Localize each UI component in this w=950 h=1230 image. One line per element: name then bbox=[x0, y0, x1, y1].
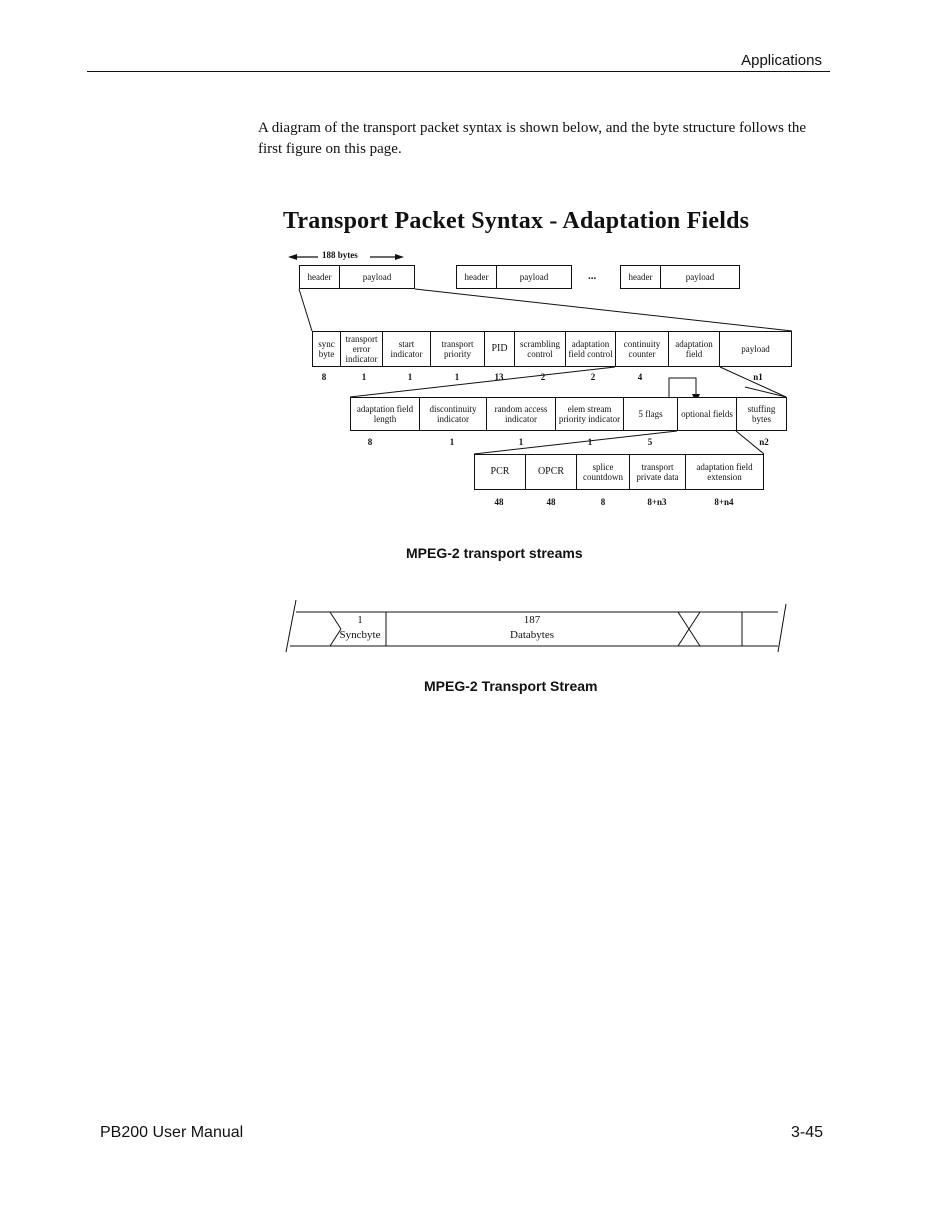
bits-pcr: 48 bbox=[494, 497, 504, 507]
packet-ellipsis: ... bbox=[588, 270, 597, 282]
field-pid: PID bbox=[484, 331, 515, 367]
packet-2-payload: payload bbox=[496, 265, 572, 289]
packet-1-payload: payload bbox=[339, 265, 415, 289]
bits-adaptation-field-extension: 8+n4 bbox=[714, 497, 734, 507]
running-head: Applications bbox=[741, 52, 822, 69]
field-start-indicator: start indicator bbox=[382, 331, 431, 367]
field-adaptation-field-control: adaptation field control bbox=[565, 331, 616, 367]
bits-opcr: 48 bbox=[546, 497, 556, 507]
bits-5-flags: 5 bbox=[647, 437, 653, 447]
bits-transport-priority: 1 bbox=[454, 372, 460, 382]
stream-caption: MPEG-2 Transport Stream bbox=[424, 678, 598, 694]
bits-elem-stream-priority: 1 bbox=[587, 437, 593, 447]
packet-3-payload: payload bbox=[660, 265, 740, 289]
figure-title: Transport Packet Syntax - Adaptation Fields bbox=[283, 208, 750, 234]
bits-adaptation-field-control: 2 bbox=[590, 372, 596, 382]
field-continuity-counter: continuity counter bbox=[615, 331, 669, 367]
bits-discontinuity: 1 bbox=[449, 437, 455, 447]
field-scrambling-control: scrambling control bbox=[514, 331, 566, 367]
bits-start-indicator: 1 bbox=[407, 372, 413, 382]
field-sync-byte: sync byte bbox=[312, 331, 341, 367]
field-random-access-indicator: random access indicator bbox=[486, 397, 556, 431]
label-n2: n2 bbox=[759, 437, 769, 447]
stream-data-segment bbox=[386, 613, 678, 643]
footer-page-number: 3-45 bbox=[790, 1124, 823, 1141]
bits-random-access: 1 bbox=[518, 437, 524, 447]
field-splice-countdown: splice countdown bbox=[576, 454, 630, 490]
stream-sync-segment bbox=[334, 613, 386, 643]
bits-adaptation-field-length: 8 bbox=[367, 437, 373, 447]
figure-caption: MPEG-2 transport streams bbox=[406, 545, 583, 561]
bits-scrambling-control: 2 bbox=[540, 372, 546, 382]
bits-pid: 13 bbox=[494, 372, 504, 382]
label-n1: n1 bbox=[753, 372, 763, 382]
packet-3-header: header bbox=[620, 265, 661, 289]
packet-1-header: header bbox=[299, 265, 340, 289]
field-adaptation-field-length: adaptation field length bbox=[350, 397, 420, 431]
stream-sync-count: 1 bbox=[357, 614, 363, 626]
field-transport-error-indicator: transport error indicator bbox=[340, 331, 383, 367]
field-transport-priority: transport priority bbox=[430, 331, 485, 367]
field-pcr: PCR bbox=[474, 454, 526, 490]
bits-transport-error: 1 bbox=[361, 372, 367, 382]
field-optional-fields: optional fields bbox=[677, 397, 737, 431]
intro-paragraph: A diagram of the transport packet syntax is shown below, and the byte structure follows the first figure on this page. bbox=[258, 120, 807, 157]
field-5-flags: 5 flags bbox=[623, 397, 678, 431]
field-transport-private-data: transport private data bbox=[629, 454, 686, 490]
bits-transport-private-data: 8+n3 bbox=[647, 497, 667, 507]
field-opcr: OPCR bbox=[525, 454, 577, 490]
stream-sync-label: Syncbyte bbox=[339, 629, 381, 641]
bits-sync-byte: 8 bbox=[321, 372, 327, 382]
field-adaptation-field: adaptation field bbox=[668, 331, 720, 367]
stream-data-label: Databytes bbox=[510, 629, 554, 641]
bits-splice-countdown: 8 bbox=[600, 497, 606, 507]
field-elem-stream-priority-indicator: elem stream priority indicator bbox=[555, 397, 624, 431]
field-adaptation-field-extension: adaptation field extension bbox=[685, 454, 764, 490]
field-stuffing-bytes: stuffing bytes bbox=[736, 397, 787, 431]
stream-data-count: 187 bbox=[523, 614, 541, 626]
bits-continuity-counter: 4 bbox=[637, 372, 643, 382]
field-discontinuity-indicator: discontinuity indicator bbox=[419, 397, 487, 431]
span-label-188-bytes: 188 bytes bbox=[322, 250, 358, 260]
footer-manual-title: PB200 User Manual bbox=[100, 1124, 244, 1141]
packet-2-header: header bbox=[456, 265, 497, 289]
field-payload: payload bbox=[719, 331, 792, 367]
